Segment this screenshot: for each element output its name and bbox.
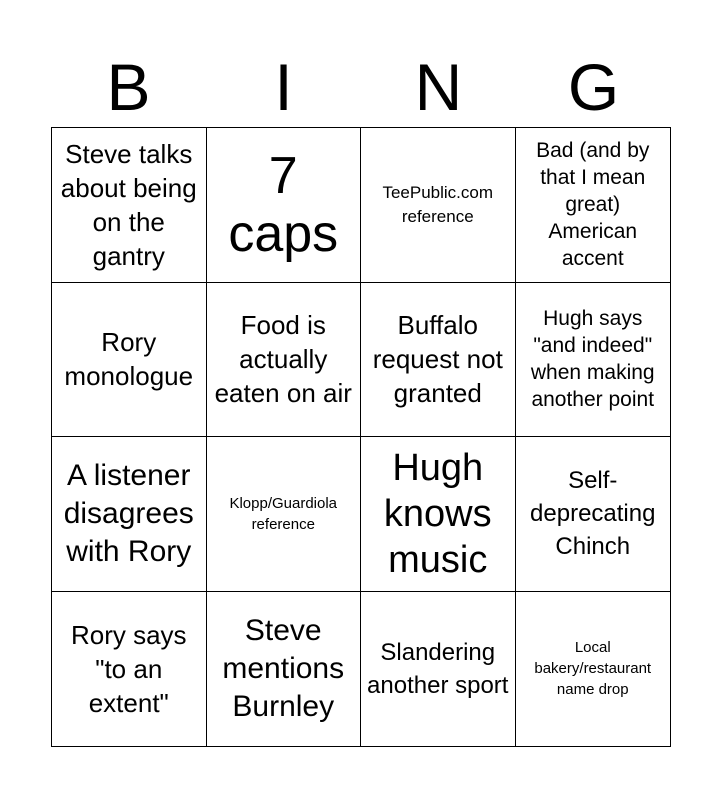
- bingo-header: [51, 48, 671, 126]
- bingo-cell-r1c2[interactable]: [207, 128, 362, 283]
- cell-label: Hugh says "and indeed" when making another point: [530, 307, 655, 412]
- cell-label: Hugh knows music: [383, 446, 492, 581]
- header-letter-b: B: [106, 50, 151, 124]
- cell-label: Slandering another sport: [367, 638, 509, 699]
- bingo-cell-r1c3[interactable]: [361, 128, 516, 283]
- bingo-cell-r3c4[interactable]: [516, 437, 671, 592]
- cell-label: Local bakery/restaurant name drop: [534, 639, 652, 699]
- header-letter-i: I: [274, 50, 293, 124]
- bingo-cell-r4c2[interactable]: [207, 592, 362, 747]
- cell-label: Steve talks about being on the gantry: [60, 138, 197, 271]
- cell-label: TeePublic.com reference: [382, 182, 494, 226]
- bingo-cell-r2c4[interactable]: [516, 283, 671, 438]
- bingo-cell-r2c2[interactable]: [207, 283, 362, 438]
- bingo-cell-r4c4[interactable]: [516, 592, 671, 747]
- bingo-cell-r2c3[interactable]: [361, 283, 516, 438]
- cell-label: Klopp/Guardiola reference: [229, 494, 338, 533]
- cell-label: 7 caps: [228, 146, 339, 263]
- bingo-cell-r3c1[interactable]: [52, 437, 207, 592]
- cell-label: Bad (and by that I mean great) American accent: [536, 139, 650, 271]
- bingo-cell-r1c4[interactable]: [516, 128, 671, 283]
- cell-label: Food is actually eaten on air: [214, 310, 352, 409]
- bingo-cell-r3c2[interactable]: [207, 437, 362, 592]
- bingo-cell-r4c1[interactable]: [52, 592, 207, 747]
- bingo-cell-r2c1[interactable]: [52, 283, 207, 438]
- cell-label: Rory monologue: [64, 327, 194, 392]
- header-letter-g: G: [567, 50, 620, 124]
- bingo-cell-r3c3[interactable]: [361, 437, 516, 592]
- cell-label: A listener disagrees with Rory: [63, 458, 194, 568]
- cell-label: Steve mentions Burnley: [222, 613, 345, 723]
- bingo-cell-r1c1[interactable]: [52, 128, 207, 283]
- cell-label: Rory says "to an extent": [70, 619, 187, 718]
- cell-label: Self-deprecating Chinch: [530, 467, 656, 561]
- cell-label: Buffalo request not granted: [372, 310, 503, 409]
- bingo-cell-r4c3[interactable]: [361, 592, 516, 747]
- bingo-board: [51, 127, 671, 747]
- header-letter-n: N: [414, 50, 463, 124]
